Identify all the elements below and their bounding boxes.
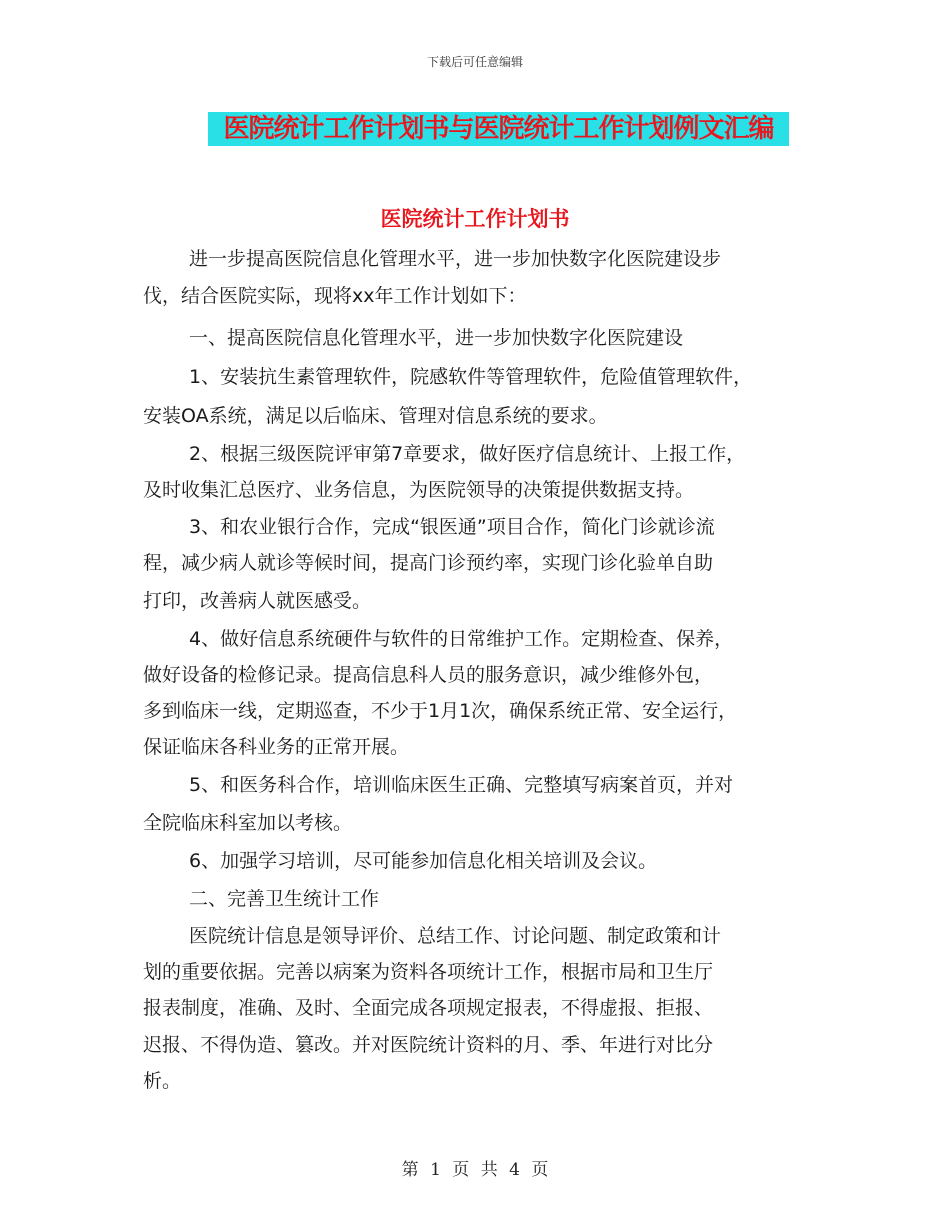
body-line: 多到临床一线，定期巡查，不少于1月1次，确保系统正常、安全运行， (143, 700, 738, 722)
body-line: 一、提高医院信息化管理水平，进一步加快数字化医院建设 (189, 327, 684, 349)
body-line: 伐，结合医院实际，现将xx年工作计划如下： (143, 285, 527, 307)
header-note: 下载后可任意编辑 (426, 55, 523, 69)
body-line: 打印，改善病人就医感受。 (143, 590, 372, 612)
body-line: 迟报、不得伪造、篡改。并对医院统计资料的月、季、年进行对比分 (143, 1034, 714, 1056)
body-line: 3、和农业银行合作，完成“银医通”项目合作，简化门诊就诊流 (189, 516, 715, 538)
body-line: 4、做好信息系统硬件与软件的日常维护工作。定期检查、保养， (189, 628, 734, 650)
body-line: 及时收集汇总医疗、业务信息，为医院领导的决策提供数据支持。 (143, 479, 695, 501)
body-line: 全院临床科室加以考核。 (143, 812, 353, 834)
body-line: 5、和医务科合作，培训临床医生正确、完整填写病案首页，并对 (189, 774, 734, 796)
section-title: 医院统计工作计划书 (380, 207, 570, 231)
body-line: 1、安装抗生素管理软件，院感软件等管理软件，危险值管理软件， (189, 366, 753, 388)
body-line: 保证临床各科业务的正常开展。 (143, 736, 410, 758)
body-line: 二、完善卫生统计工作 (189, 888, 380, 910)
body-line: 进一步提高医院信息化管理水平，进一步加快数字化医院建设步 (189, 248, 722, 270)
body-line: 6、加强学习培训，尽可能参加信息化相关培训及会议。 (189, 850, 658, 872)
body-line: 做好设备的检修记录。提高信息科人员的服务意识，减少维修外包， (143, 664, 714, 686)
body-line: 报表制度，准确、及时、全面完成各项规定报表，不得虚报、拒报、 (143, 997, 714, 1019)
body-line: 析。 (143, 1070, 182, 1092)
body-line: 划的重要依据。完善以病案为资料各项统计工作，根据市局和卫生厅 (143, 961, 714, 983)
body-line: 医院统计信息是领导评价、总结工作、讨论问题、制定政策和计 (189, 925, 722, 947)
document-main-title: 医院统计工作计划书与医院统计工作计划例文汇编 (208, 112, 789, 146)
page-footer: 第 1 页 共 4 页 (401, 1160, 549, 1180)
body-line: 安装OA系统，满足以后临床、管理对信息系统的要求。 (143, 405, 608, 427)
body-line: 2、根据三级医院评审第7章要求，做好医疗信息统计、上报工作， (189, 443, 746, 465)
body-line: 程，减少病人就诊等候时间，提高门诊预约率，实现门诊化验单自助 (143, 552, 714, 574)
